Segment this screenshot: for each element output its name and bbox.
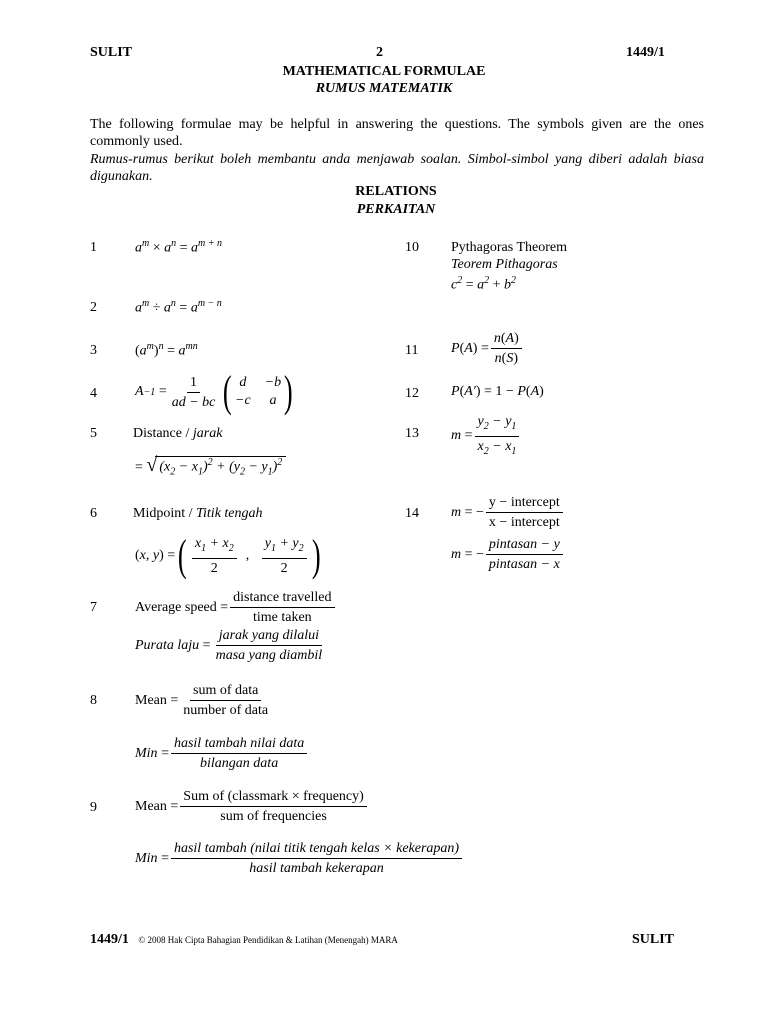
formula-2-number: 2 <box>90 300 97 315</box>
formula-2: $a^m \div a^n = a^{m - n}$ <box>135 298 222 316</box>
section-title: RELATIONS <box>355 184 437 199</box>
formula-6: ( x, y ) = ( $\frac{x_1 + x_2}{2}$ , $\frac{y_1 + y_2}{2}$ ) <box>135 531 321 580</box>
formula-8-english: Mean = $\frac{\text{sum of data}}{\text{number of data}}$ <box>135 683 269 718</box>
formula-1: $a^m \times a^n = a^{m + n}$ <box>135 238 223 256</box>
formula-7-number: 7 <box>90 600 97 615</box>
header-code: 1449/1 <box>626 45 665 60</box>
formula-10-label: Pythagoras Theorem <box>451 240 567 255</box>
formula-1-number: 1 <box>90 240 97 255</box>
formula-5-label: Distance / jarak <box>133 426 223 441</box>
formula-8-malay: Min = $\frac{\text{hasil tambah nilai data}}{\text{bilangan data}}$ <box>135 735 309 772</box>
formula-12: P(A′) = 1 − P(A) <box>451 384 544 399</box>
footer-code: 1449/1 <box>90 932 129 947</box>
header-sulit: SULIT <box>90 45 133 60</box>
formula-6-label: Midpoint / Titik tengah <box>133 506 263 521</box>
formula-13: m = $\frac{y_2 - y_1}{x_2 - x_1}$ <box>451 413 521 460</box>
formula-11: P ( A ) = $\frac{n(A)}{n(S)}$ <box>451 330 524 367</box>
formula-9-malay: Min = $\frac{\text{hasil tambah (nilai titik tengah kelas × kekerapan)}}{\text{hasil tambah kekerapan}}$ <box>135 840 464 877</box>
page-subtitle: RUMUS MATEMATIK <box>315 81 453 96</box>
formula-14-number: 14 <box>405 506 419 521</box>
section-subtitle: PERKAITAN <box>356 202 436 217</box>
footer <box>90 932 398 948</box>
formula-3-number: 3 <box>90 343 97 358</box>
formula-3: $(a^m)^n = a^{mn}$ <box>135 341 198 359</box>
formula-7-malay: Purata laju = $\frac{\text{jarak yang dilalui}}{\text{masa yang diambil}}$ <box>135 628 323 663</box>
formula-6-number: 6 <box>90 506 97 521</box>
page-title: MATHEMATICAL FORMULAE <box>282 64 486 79</box>
formula-5: = √ $(x_2 - x_1)^2 + (y_2 - y_1)^2$ <box>135 454 286 478</box>
formula-12-number: 12 <box>405 386 419 401</box>
footer-sulit: SULIT <box>632 932 675 947</box>
intro-malay: Rumus-rumus berikut boleh membantu anda menjawab soalan. Simbol-simbol yang diberi adalah biasa digunakan. <box>90 152 704 184</box>
formula-14-english: m = − $\frac{\text{y − intercept}}{\text{x − intercept}}$ <box>451 494 565 531</box>
formula-13-number: 13 <box>405 426 419 441</box>
formula-10: $c^2 = a^2 + b^2$ <box>451 275 517 293</box>
formula-4-number: 4 <box>90 386 97 401</box>
formula-7-english: Average speed = $\frac{\text{distance travelled}}{\text{time taken}}$ <box>135 589 337 626</box>
formula-11-number: 11 <box>405 343 419 358</box>
formula-10-number: 10 <box>405 240 419 255</box>
formula-10-label-malay: Teorem Pithagoras <box>451 257 558 272</box>
formula-5-number: 5 <box>90 426 97 441</box>
formula-4: A −1 = $\frac{1}{ad - bc}$ ( d −b −c a ) <box>135 367 293 416</box>
intro-english: The following formulae may be helpful in answering the questions. The symbols given are the ones commonly used. <box>90 117 704 149</box>
page-number: 2 <box>376 45 383 60</box>
formula-14-malay: m = − $\frac{\text{pintasan − y}}{\text{pintasan − x}}$ <box>451 536 565 573</box>
formula-9-english: Mean = $\frac{\text{Sum of (classmark × frequency)}}{\text{sum of frequencies}}$ <box>135 788 369 825</box>
formula-8-number: 8 <box>90 693 97 708</box>
formula-9-number: 9 <box>90 800 97 815</box>
footer-copyright: © 2008 Hak Cipta Bahagian Pendidikan & Latihan (Menengah) MARA <box>138 935 398 945</box>
